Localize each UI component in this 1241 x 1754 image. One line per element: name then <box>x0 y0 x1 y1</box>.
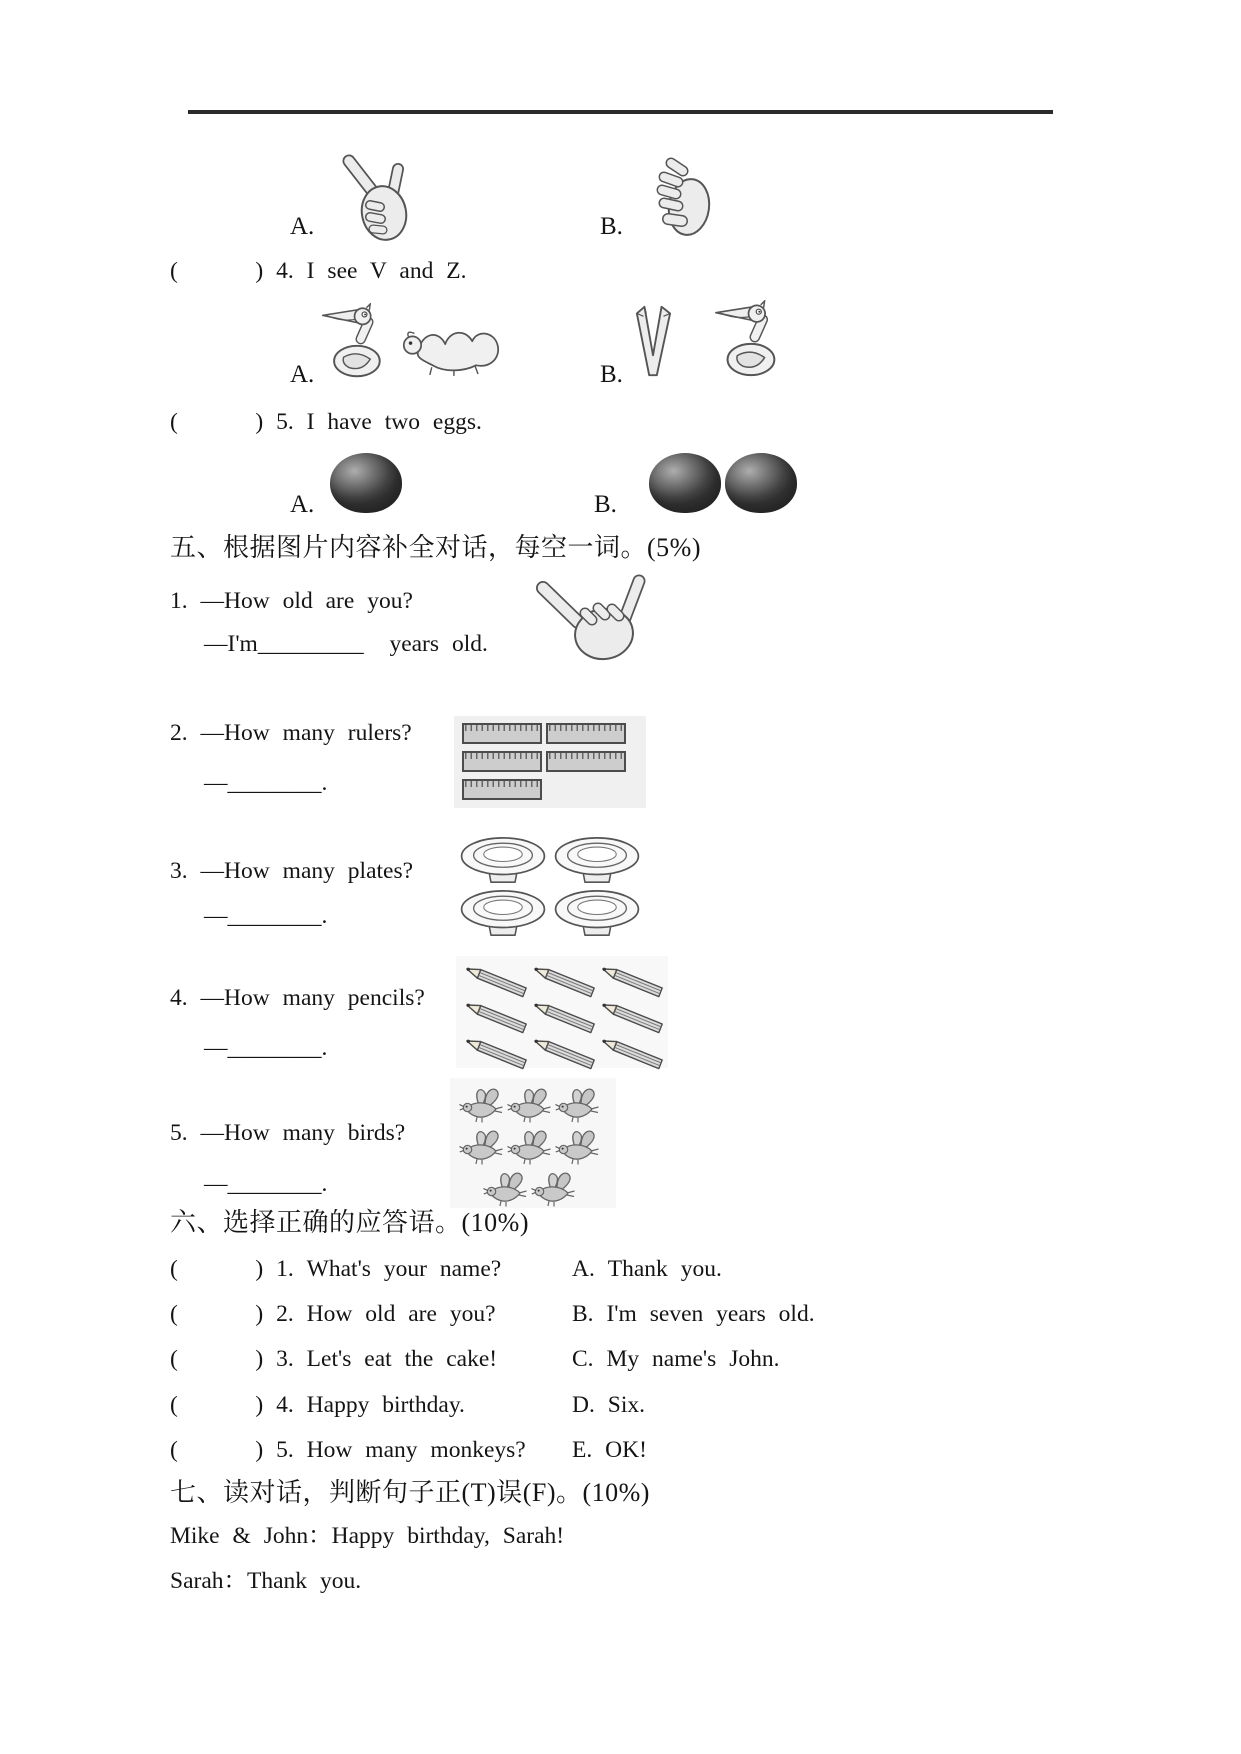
pencil-image <box>600 962 666 1000</box>
match-question: ( ) 1. What's your name? <box>170 1256 502 1282</box>
header-rule <box>188 110 1053 114</box>
egg-image <box>725 453 797 513</box>
s5-q3-line1: 3. —How many plates? <box>170 858 414 884</box>
match-row-2 <box>170 1301 815 1328</box>
bird-image <box>554 1126 600 1166</box>
s5-q2-answer-blank: —________. <box>204 770 328 796</box>
q4-option-b-label: B. <box>600 361 623 388</box>
two-eggs-image <box>649 453 797 513</box>
q4-option-a-label: A. <box>290 361 315 388</box>
figure-row <box>458 1084 600 1124</box>
figure-row <box>462 779 626 800</box>
plate-image <box>458 835 548 887</box>
match-question: ( ) 5. How many monkeys? <box>170 1437 526 1463</box>
match-row-4 <box>170 1392 645 1419</box>
match-row-5 <box>170 1437 647 1464</box>
pencil-image <box>532 998 598 1036</box>
bird-image <box>458 1084 504 1124</box>
ruler-image <box>546 723 626 744</box>
figure-row <box>458 888 642 940</box>
bird-image <box>458 1126 504 1166</box>
match-answer: E. OK! <box>572 1437 647 1463</box>
dialogue-line-1: Mike & John：Happy birthday, Sarah! <box>170 1523 565 1549</box>
pencil-image <box>600 998 666 1036</box>
figure-row <box>458 1168 600 1208</box>
plate-image <box>552 888 642 940</box>
figure-row <box>649 453 797 513</box>
match-answer: B. I'm seven years old. <box>572 1301 815 1327</box>
pencil-image <box>600 1034 666 1072</box>
eight-birds-image <box>458 1084 600 1210</box>
nine-pencils-image <box>464 962 666 1070</box>
s5-q4-answer-blank: —________. <box>204 1035 328 1061</box>
ruler-image <box>462 751 542 772</box>
s5-q1-line1: 1. —How old are you? <box>170 588 413 614</box>
plate-image <box>458 888 548 940</box>
match-question: ( ) 4. Happy birthday. <box>170 1392 465 1418</box>
match-question: ( ) 3. Let's eat the cake! <box>170 1346 498 1372</box>
pencil-image <box>464 998 530 1036</box>
q5-text: ( ) 5. I have two eggs. <box>170 409 482 435</box>
figure-row <box>462 723 626 744</box>
pencil-image <box>532 962 598 1000</box>
bent-hand-icon <box>648 150 714 240</box>
four-plates-image <box>458 835 642 941</box>
s5-q5-line1: 5. —How many birds? <box>170 1120 406 1146</box>
figure-row <box>464 1034 666 1072</box>
hand-gesture-six-icon <box>528 574 660 664</box>
dialogue-line-2: Sarah：Thank you. <box>170 1568 362 1594</box>
q5-option-a-label: A. <box>290 491 315 518</box>
five-rulers-image <box>462 723 626 807</box>
bird-image <box>482 1168 528 1208</box>
pelican-z-icon <box>712 300 786 380</box>
s5-q2-line1: 2. —How many rulers? <box>170 720 412 746</box>
figure-row <box>458 835 642 887</box>
s5-q4-line1: 4. —How many pencils? <box>170 985 425 1011</box>
match-row-3 <box>170 1346 780 1373</box>
q4-text: ( ) 4. I see V and Z. <box>170 258 467 284</box>
match-answer: A. Thank you. <box>572 1256 722 1282</box>
pencil-image <box>464 962 530 1000</box>
q3-option-a-label: A. <box>290 213 315 240</box>
bird-image <box>530 1168 576 1208</box>
ruler-image <box>546 751 626 772</box>
match-answer: D. Six. <box>572 1392 645 1418</box>
ruler-image <box>462 779 542 800</box>
s5-q1-blank-line: —I'm_________ years old. <box>204 631 488 657</box>
q3-option-b-label: B. <box>600 213 623 240</box>
section-five-heading: 五、根据图片内容补全对话，每空一词。(5%) <box>170 533 701 562</box>
bird-image <box>506 1084 552 1124</box>
pointing-hand-icon <box>336 148 414 243</box>
plate-image <box>552 835 642 887</box>
pencil-image <box>532 1034 598 1072</box>
s5-q5-answer-blank: —________. <box>204 1171 328 1197</box>
egg-image <box>330 453 402 513</box>
figure-row <box>464 998 666 1036</box>
match-answer: C. My name's John. <box>572 1346 780 1372</box>
s5-q3-answer-blank: —________. <box>204 903 328 929</box>
figure-row <box>462 751 626 772</box>
q5-option-b-label: B. <box>594 491 617 518</box>
squirrel-icon <box>398 317 506 377</box>
figure-row <box>330 453 402 513</box>
ruler-image <box>462 723 542 744</box>
match-question: ( ) 2. How old are you? <box>170 1301 496 1327</box>
figure-row <box>464 962 666 1000</box>
match-row-1 <box>170 1256 722 1283</box>
bird-image <box>506 1126 552 1166</box>
section-six-heading: 六、选择正确的应答语。(10%) <box>170 1208 529 1237</box>
pencil-image <box>464 1034 530 1072</box>
letter-v-icon <box>631 303 675 379</box>
one-egg-image <box>330 453 402 513</box>
pelican-z-icon <box>320 303 390 381</box>
bird-image <box>554 1084 600 1124</box>
figure-row <box>458 1126 600 1166</box>
egg-image <box>649 453 721 513</box>
section-seven-heading: 七、读对话，判断句子正(T)误(F)。(10%) <box>170 1478 650 1507</box>
